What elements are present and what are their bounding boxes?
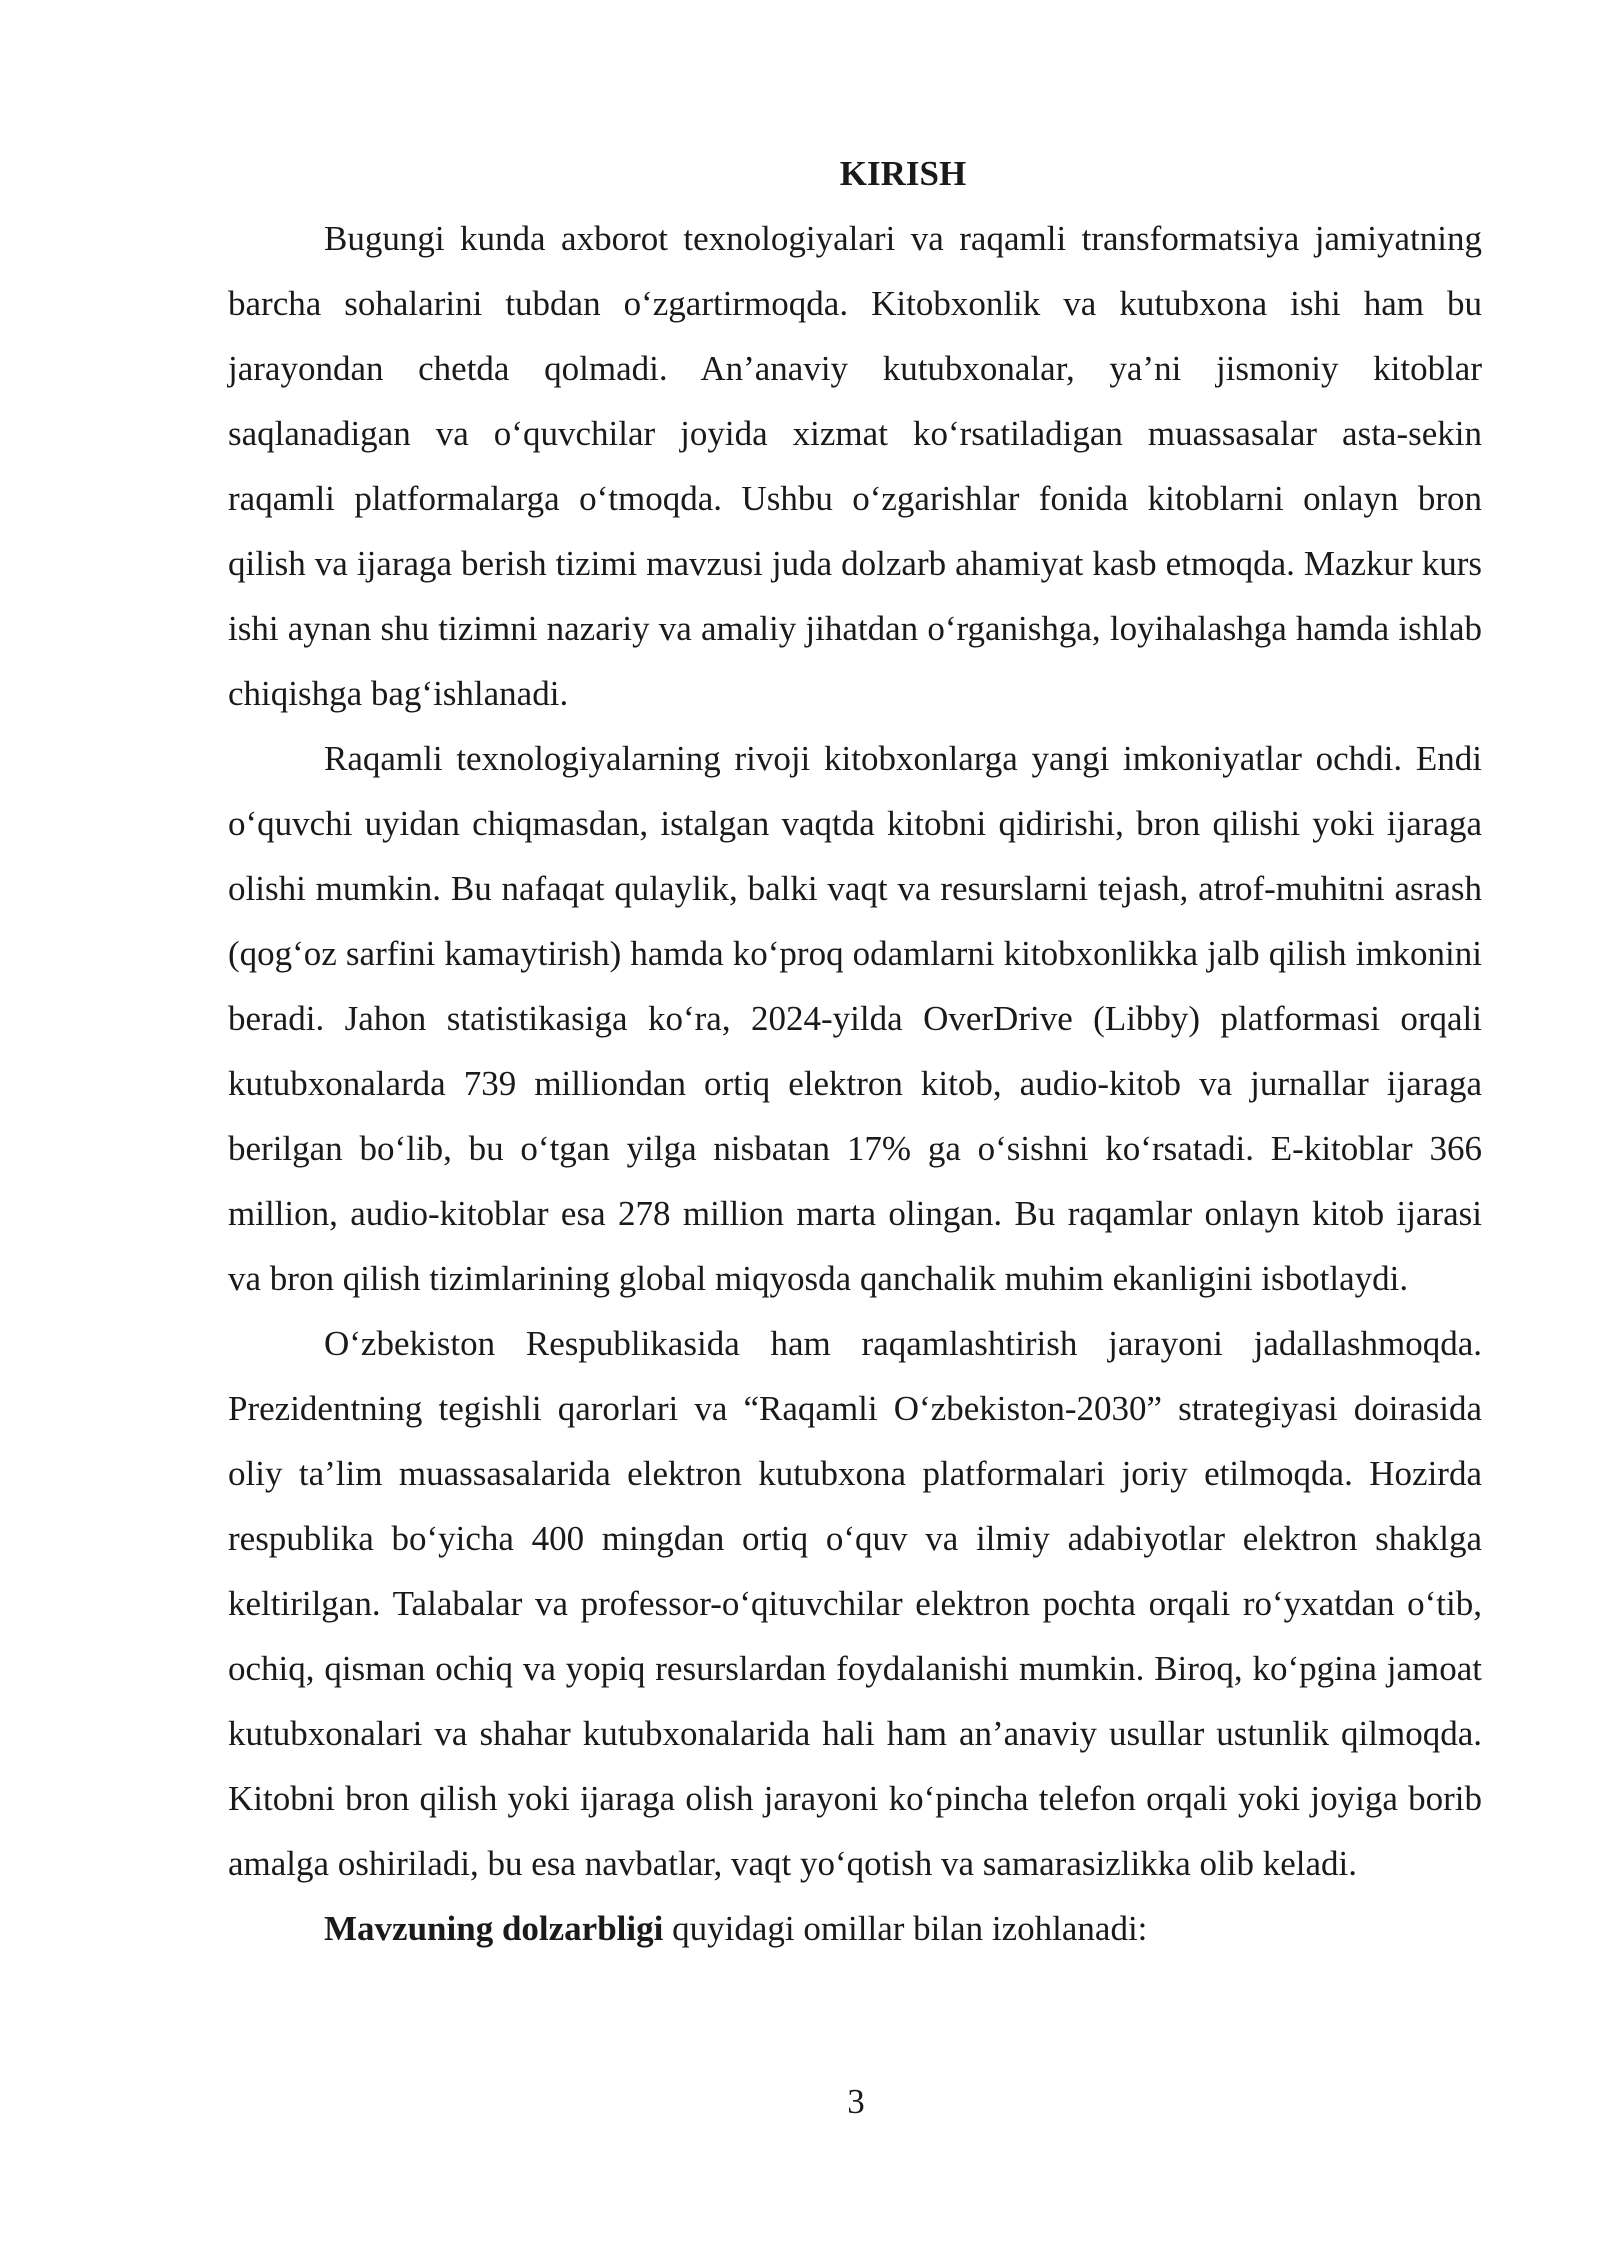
paragraph-1: Bugungi kunda axborot texnologiyalari va raqamli transformatsiya jamiyatning barcha sohalarini tubdan o‘zgartirmoqda. Kitobxonlik va kutubxona ishi ham bu jarayondan chetda qolmadi. An’anaviy kutubxonalar, ya’ni jismoniy kitoblar saqlanadigan va o‘quvchilar joyida xizmat ko‘rsatiladigan muassasalar asta-sekin raqamli platformalarga o‘tmoqda. Ushbu o‘zgarishlar fonida kitoblarni onlayn bron qilish va ijaraga berish tizimi mavzusi juda dolzarb ahamiyat kasb etmoqda. Mazkur kurs ishi aynan shu tizimni nazariy va amaliy jihatdan o‘rganishga, loyihalashga hamda ishlab chiqishga bag‘ishlanadi. <box>228 219 1482 713</box>
paragraph-4-text: quyidagi omillar bilan izohlanadi: <box>663 1909 1148 1948</box>
paragraph-4 <box>228 1896 1482 1961</box>
section-heading: KIRISH <box>839 154 967 193</box>
paragraph-4-bold-lead: Mavzuning dolzarbligi <box>324 1909 664 1948</box>
page-number: 3 <box>847 2082 865 2121</box>
paragraph-3: O‘zbekiston Respublikasida ham raqamlashtirish jarayoni jadallashmoqda. Prezidentning tegishli qarorlari va “Raqamli O‘zbekiston-2030” strategiyasi doirasida oliy ta’lim muassasalarida elektron kutubxona platformalari joriy etilmoqda. Hozirda respublika bo‘yicha 400 mingdan ortiq o‘quv va ilmiy adabiyotlar elektron shaklga keltirilgan. Talabalar va professor-o‘qituvchilar elektron pochta orqali ro‘yxatdan o‘tib, ochiq, qisman ochiq va yopiq resurslardan foydalanishi mumkin. Biroq, ko‘pgina jamoat kutubxonalari va shahar kutubxonalarida hali ham an’anaviy usullar ustunlik qilmoqda. Kitobni bron qilish yoki ijaraga olish jarayoni ko‘pincha telefon orqali yoki joyiga borib amalga oshiriladi, bu esa navbatlar, vaqt yo‘qotish va samarasizlikka olib keladi. <box>228 1324 1482 1883</box>
page-body <box>228 146 1482 1961</box>
paragraph-2: Raqamli texnologiyalarning rivoji kitobxonlarga yangi imkoniyatlar ochdi. Endi o‘quvchi uyidan chiqmasdan, istalgan vaqtda kitobni qidirishi, bron qilishi yoki ijaraga olishi mumkin. Bu nafaqat qulaylik, balki vaqt va resurslarni tejash, atrof-muhitni asrash (qog‘oz sarfini kamaytirish) hamda ko‘proq odamlarni kitobxonlikka jalb qilish imkonini beradi. Jahon statistikasiga ko‘ra, 2024-yilda OverDrive (Libby) platformasi orqali kutubxonalarda 739 milliondan ortiq elektron kitob, audio-kitob va jurnallar ijaraga berilgan bo‘lib, bu o‘tgan yilga nisbatan 17% ga o‘sishni ko‘rsatadi. E-kitoblar 366 million, audio-kitoblar esa 278 million marta olingan. Bu raqamlar onlayn kitob ijarasi va bron qilish tizimlarining global miqyosda qanchalik muhim ekanligini isbotlaydi. <box>228 739 1482 1298</box>
